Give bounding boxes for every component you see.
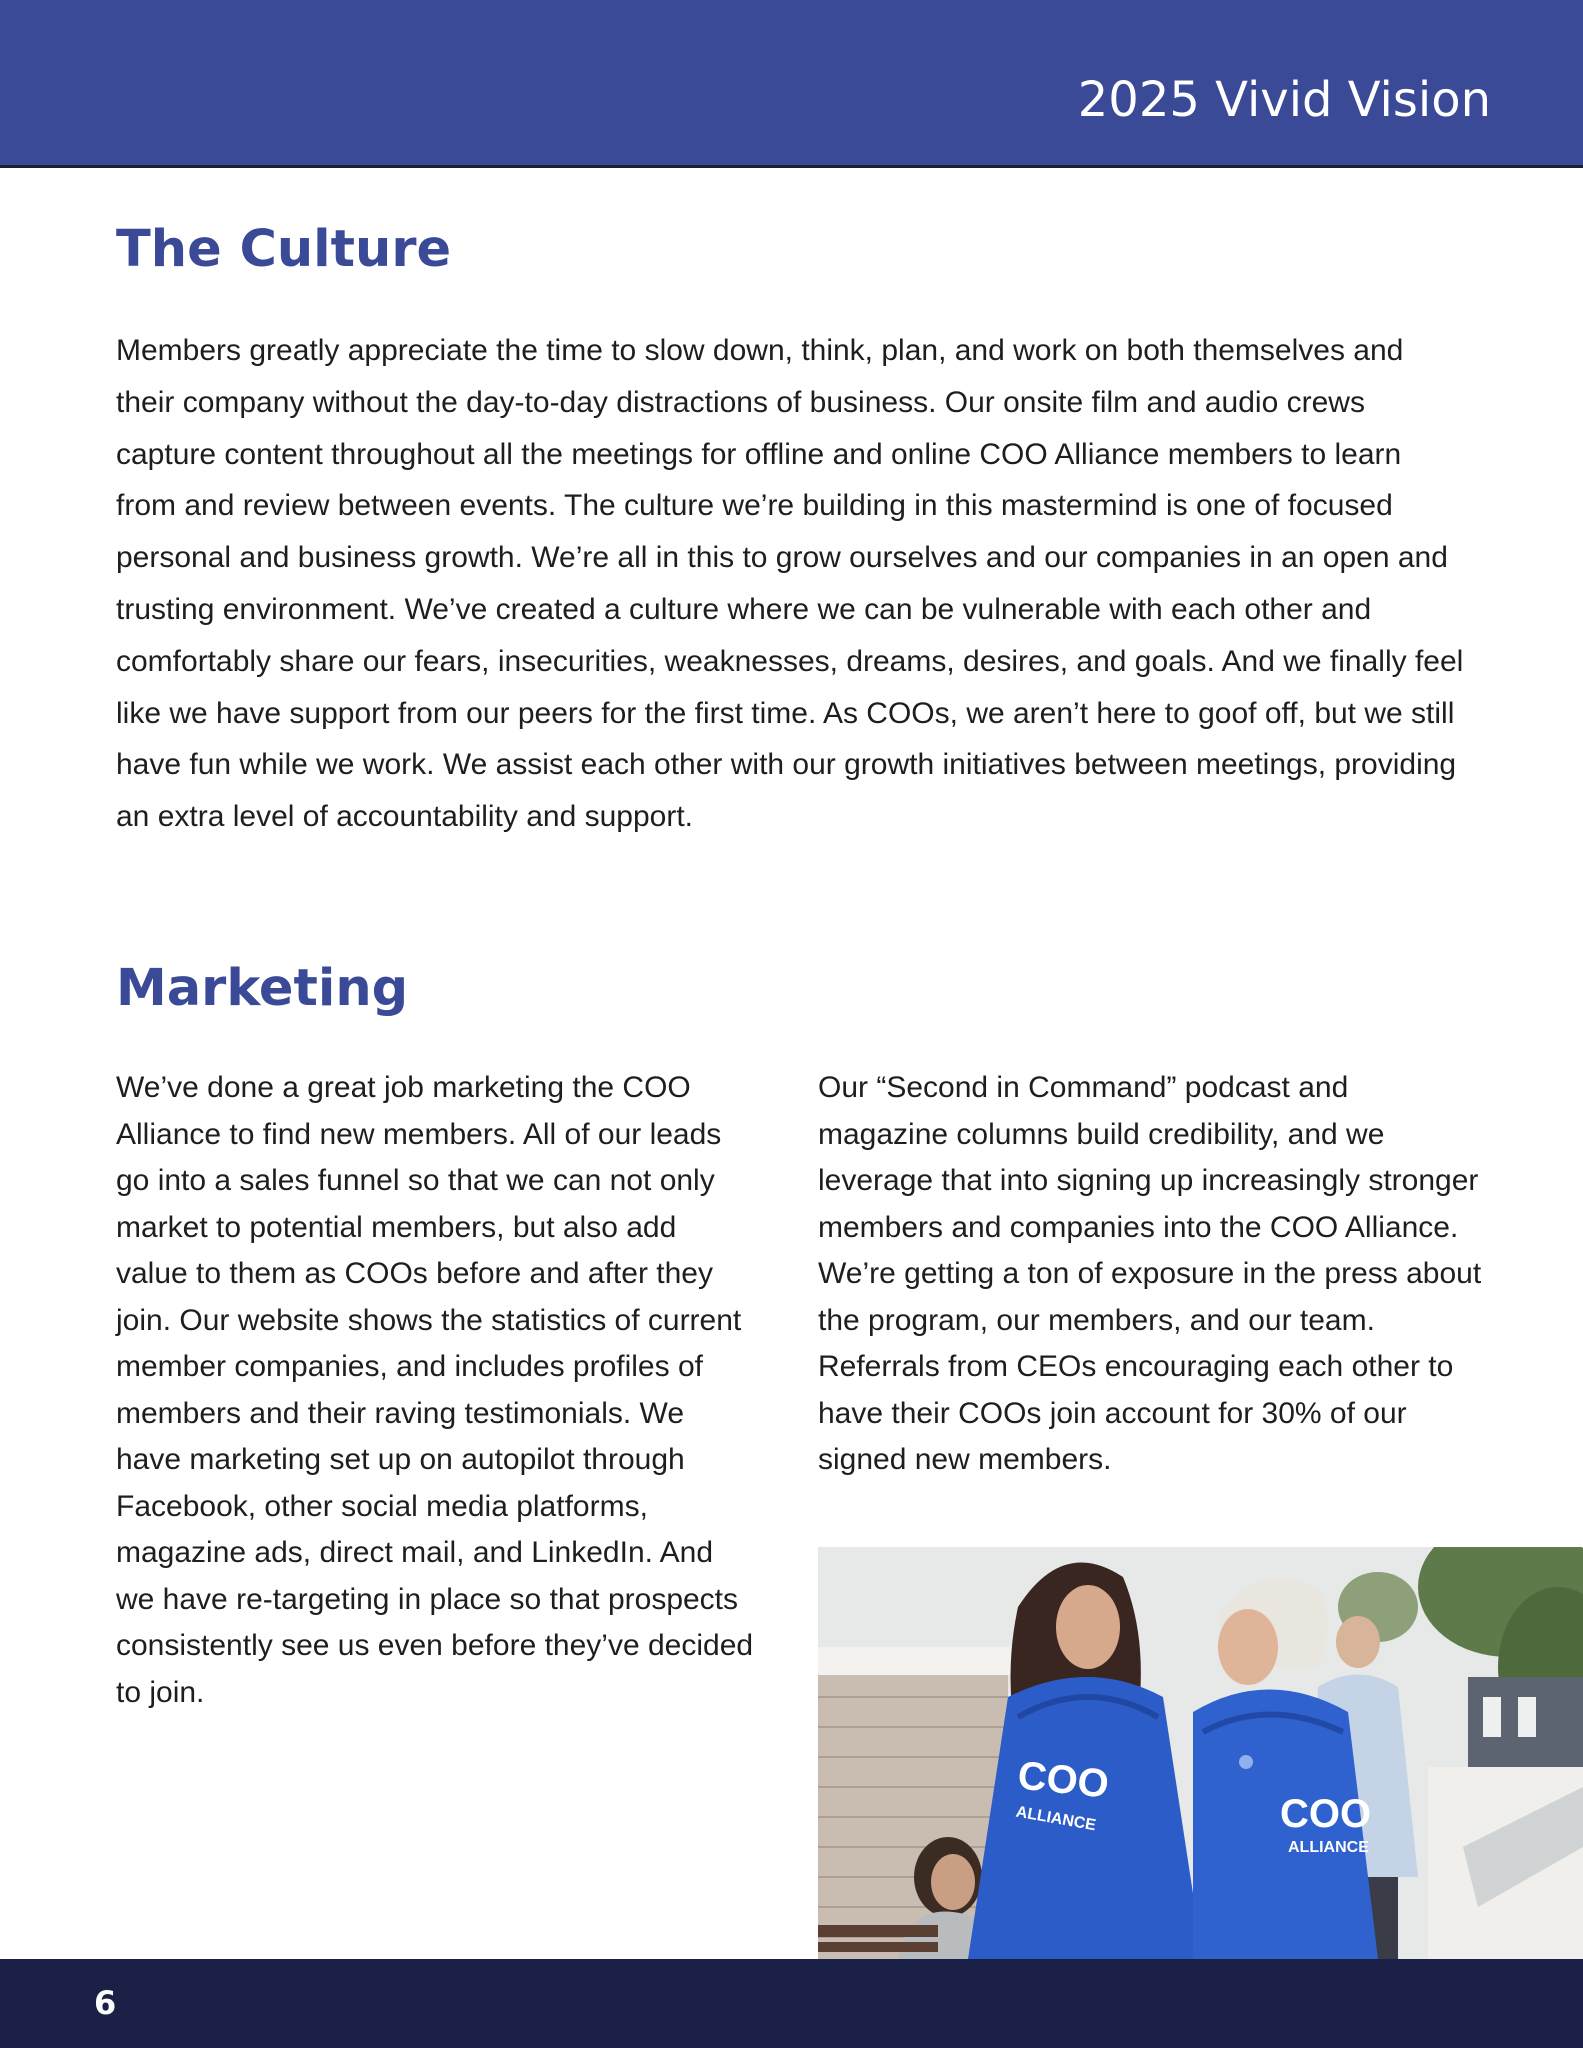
- document-title: 2025 Vivid Vision: [1077, 72, 1491, 128]
- page-header: [0, 0, 1583, 168]
- marketing-left-paragraph: We’ve done a great job marketing the COO Alliance to find new members. All of our leads go into a sales funnel so that we can not only market to potential members, but also add value to them as COOs before and after they join. Our website shows the statistics of current member companies, and includes profiles of members and their raving testimonials. We have marketing set up on autopilot through Facebook, other social media platforms, magazine ads, direct mail, and LinkedIn. And we have re-targeting in place so that prospects consistently see us even before they’ve decided to join.: [116, 1071, 754, 1709]
- marketing-right-paragraph: Our “Second in Command” podcast and magazine columns build credibility, and we leverage that into signing up increasingly stronger members and companies into the COO Alliance. We’re getting a ton of exposure in the press about the program, our members, and our team. Referrals from CEOs encouraging each other to have their COOs join account for 30% of our signed new members.: [818, 1071, 1482, 1476]
- culture-heading: The Culture: [116, 220, 452, 279]
- culture-paragraph: Members greatly appreciate the time to slow down, think, plan, and work on both themselves and their company without the day-to-day distractions of business. Our onsite film and audio crews capture content throughout all the meetings for offline and online COO Alliance members to learn from and review between events. The culture we’re building in this mastermind is one of focused personal and business growth. We’re all in this to grow ourselves and our companies in an open and trusting environment. We’ve created a culture where we can be vulnerable with each other and comfortably share our fears, insecurities, weaknesses, dreams, desires, and goals. And we finally feel like we have support from our peers for the first time. As COOs, we aren’t here to goof off, but we still have fun while we work. We assist each other with our growth initiatives between meetings, providing an extra level of accountability and support.: [116, 334, 1464, 834]
- page-footer: [0, 1959, 1583, 2048]
- svg-text:ALLIANCE: ALLIANCE: [1288, 1839, 1369, 1856]
- page-number: 6: [94, 1984, 117, 2022]
- svg-text:COO: COO: [1280, 1792, 1372, 1836]
- members-photo: [818, 1547, 1583, 1959]
- svg-text:COO: COO: [1015, 1753, 1111, 1807]
- svg-text:ALLIANCE: ALLIANCE: [1014, 1803, 1098, 1835]
- marketing-heading: Marketing: [116, 959, 409, 1018]
- members-photo-illustration: [818, 1547, 1583, 1959]
